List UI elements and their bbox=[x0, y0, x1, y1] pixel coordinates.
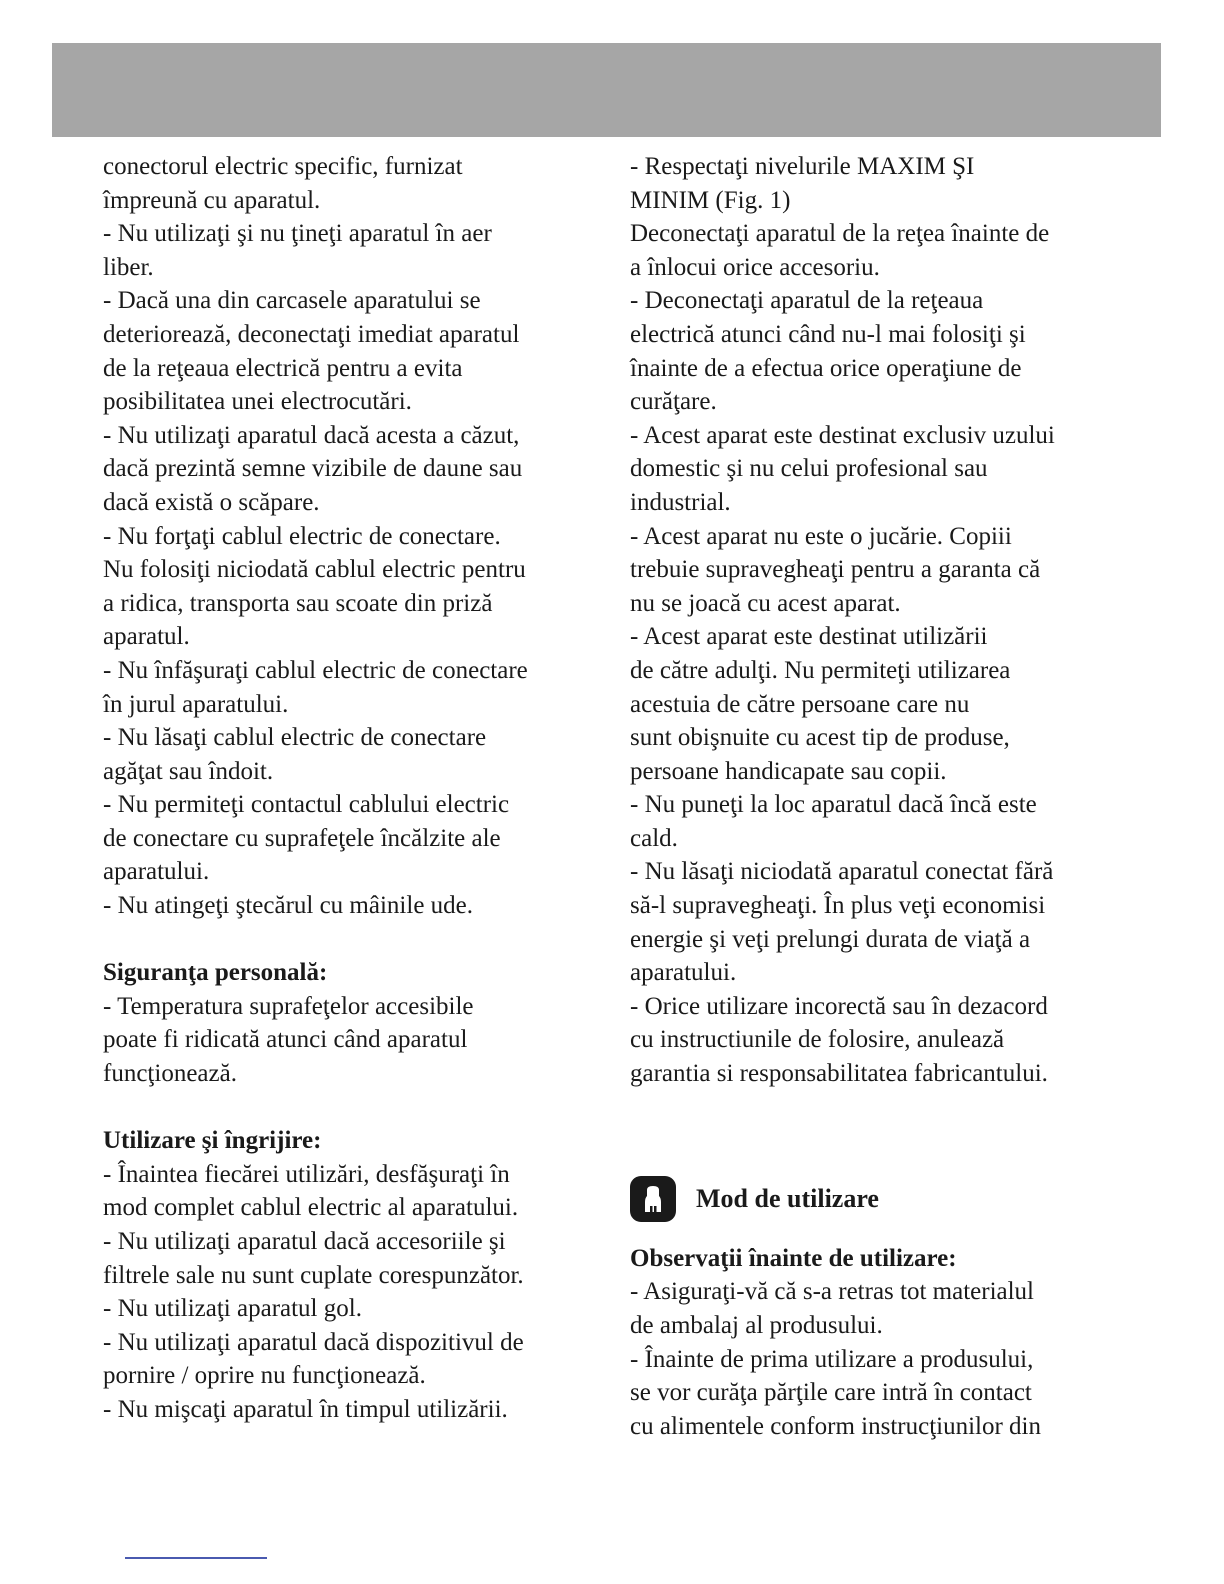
intro-text bbox=[103, 150, 593, 923]
section-title-text: Mod de utilizare bbox=[696, 1184, 879, 1214]
text-line: mod complet cablul electric al aparatului. bbox=[103, 1194, 519, 1222]
text-line: - Nu înfăşuraţi cablul electric de conectare bbox=[103, 656, 528, 684]
text-line: posibilitatea unei electrocutări. bbox=[103, 388, 412, 416]
text-line: de conectare cu suprafeţele încălzite ale bbox=[103, 824, 501, 852]
text-line: - Nu utilizaţi aparatul dacă dispozitivul de bbox=[103, 1328, 524, 1356]
text-line: aparatului. bbox=[103, 858, 210, 886]
text-line: domestic şi nu celui profesional sau bbox=[630, 455, 988, 483]
paragraph-gap bbox=[103, 923, 593, 957]
header-bar bbox=[52, 43, 1161, 137]
section-heading: Utilizare şi îngrijire: bbox=[103, 1127, 322, 1155]
text-line: - Nu utilizaţi şi nu ţineţi aparatul în aer bbox=[103, 220, 492, 248]
text-line: sunt obişnuite cu acest tip de produse, bbox=[630, 724, 1010, 752]
text-line: - Acest aparat este destinat utilizării bbox=[630, 623, 988, 651]
paragraph-gap bbox=[103, 1091, 593, 1125]
text-line: funcţionează. bbox=[103, 1060, 237, 1088]
text-line: deteriorează, deconectaţi imediat aparatul bbox=[103, 320, 520, 348]
text-line: - Nu mişcaţi aparatul în timpul utilizării. bbox=[103, 1395, 508, 1423]
text-line: de către adulţi. Nu permiteţi utilizarea bbox=[630, 656, 1011, 684]
text-line: aparatul. bbox=[103, 623, 190, 651]
personal-safety-section bbox=[103, 956, 593, 1090]
text-line: - Nu atingeţi ştecărul cu mâinile ude. bbox=[103, 892, 474, 920]
use-and-care-section bbox=[103, 1124, 593, 1426]
text-line: - Înainte de prima utilizare a produsului, bbox=[630, 1345, 1034, 1373]
text-line: trebuie supravegheaţi pentru a garanta că bbox=[630, 556, 1041, 584]
appliance-icon bbox=[630, 1176, 676, 1222]
text-line: dacă prezintă semne vizibile de daune sau bbox=[103, 455, 523, 483]
text-line: Nu folosiţi niciodată cablul electric pentru bbox=[103, 556, 526, 584]
text-line: electrică atunci când nu-l mai folosiţi şi bbox=[630, 320, 1026, 348]
text-line: acestuia de către persoane care nu bbox=[630, 690, 970, 718]
text-line: - Nu utilizaţi aparatul dacă acesta a căzut, bbox=[103, 421, 520, 449]
text-line: poate fi ridicată atunci când aparatul bbox=[103, 1026, 468, 1054]
text-line: cu alimentele conform instrucţiunilor din bbox=[630, 1412, 1041, 1440]
text-line: conectorul electric specific, furnizat bbox=[103, 153, 463, 180]
text-line: înainte de a efectua orice operaţiune de bbox=[630, 354, 1022, 382]
text-line: curăţare. bbox=[630, 388, 717, 416]
text-line: aparatului. bbox=[630, 959, 737, 987]
text-line: - Nu permiteţi contactul cablului electric bbox=[103, 791, 510, 819]
text-line: industrial. bbox=[630, 488, 731, 516]
mode-of-use-section-title bbox=[630, 1164, 1120, 1234]
text-line: cu instructiunile de folosire, anulează bbox=[630, 1026, 1005, 1054]
right-column bbox=[630, 150, 1120, 1443]
text-line: să-l supravegheaţi. În plus veţi economisi bbox=[630, 892, 1046, 920]
warnings-text bbox=[630, 150, 1120, 1091]
text-line: a înlocui orice accesoriu. bbox=[630, 253, 880, 281]
paragraph-gap bbox=[630, 1091, 1120, 1125]
text-line: persoane handicapate sau copii. bbox=[630, 757, 947, 785]
section-heading: Siguranţa personală: bbox=[103, 959, 328, 987]
text-line: - Acest aparat nu este o jucărie. Copiii bbox=[630, 522, 1012, 550]
text-line: garantia si responsabilitatea fabricantului. bbox=[630, 1060, 1048, 1088]
text-line: - Dacă una din carcasele aparatului se bbox=[103, 287, 481, 315]
text-line: - Nu lăsaţi niciodată aparatul conectat fără bbox=[630, 858, 1054, 886]
text-line: - Nu forţaţi cablul electric de conectare. bbox=[103, 522, 501, 550]
text-line: - Nu puneţi la loc aparatul dacă încă este bbox=[630, 791, 1037, 819]
text-line: filtrele sale nu sunt cuplate corespunzător. bbox=[103, 1261, 524, 1289]
paragraph-gap bbox=[630, 1124, 1120, 1158]
text-line: agăţat sau îndoit. bbox=[103, 757, 274, 785]
text-line: a ridica, transporta sau scoate din priză bbox=[103, 589, 493, 617]
text-line: nu se joacă cu acest aparat. bbox=[630, 589, 901, 617]
text-line: MINIM (Fig. 1) bbox=[630, 186, 791, 214]
text-line: energie şi veţi prelungi durata de viaţă a bbox=[630, 925, 1031, 953]
text-line: în jurul aparatului. bbox=[103, 690, 289, 718]
text-line: - Orice utilizare incorectă sau în dezacord bbox=[630, 992, 1048, 1020]
text-line: de ambalaj al produsului. bbox=[630, 1312, 883, 1339]
text-line: - Nu utilizaţi aparatul dacă accesoriile şi bbox=[103, 1228, 506, 1255]
text-line: pornire / oprire nu funcţionează. bbox=[103, 1362, 426, 1390]
text-line: dacă există o scăpare. bbox=[103, 488, 320, 516]
footer-rule bbox=[125, 1557, 267, 1559]
section-heading: Observaţii înainte de utilizare: bbox=[630, 1244, 957, 1272]
text-line: - Acest aparat este destinat exclusiv uzului bbox=[630, 421, 1055, 449]
text-line: cald. bbox=[630, 824, 678, 852]
text-line: - Nu lăsaţi cablul electric de conectare bbox=[103, 724, 487, 752]
text-line: - Înaintea fiecărei utilizări, desfăşuraţi în bbox=[103, 1160, 510, 1188]
text-line: liber. bbox=[103, 253, 154, 281]
text-line: de la reţeaua electrică pentru a evita bbox=[103, 354, 463, 382]
text-line: - Asiguraţi-vă că s-a retras tot materialul bbox=[630, 1278, 1035, 1306]
text-line: - Deconectaţi aparatul de la reţeaua bbox=[630, 287, 984, 315]
left-column bbox=[103, 150, 593, 1427]
text-line: - Temperatura suprafeţelor accesibile bbox=[103, 992, 474, 1020]
text-line: - Respectaţi nivelurile MAXIM ŞI bbox=[630, 153, 975, 180]
text-line: se vor curăţa părţile care intră în contact bbox=[630, 1379, 1032, 1407]
observations-section bbox=[630, 1242, 1120, 1444]
text-line: împreună cu aparatul. bbox=[103, 186, 321, 214]
text-line: - Nu utilizaţi aparatul gol. bbox=[103, 1295, 362, 1323]
text-line: Deconectaţi aparatul de la reţea înainte de bbox=[630, 220, 1050, 248]
